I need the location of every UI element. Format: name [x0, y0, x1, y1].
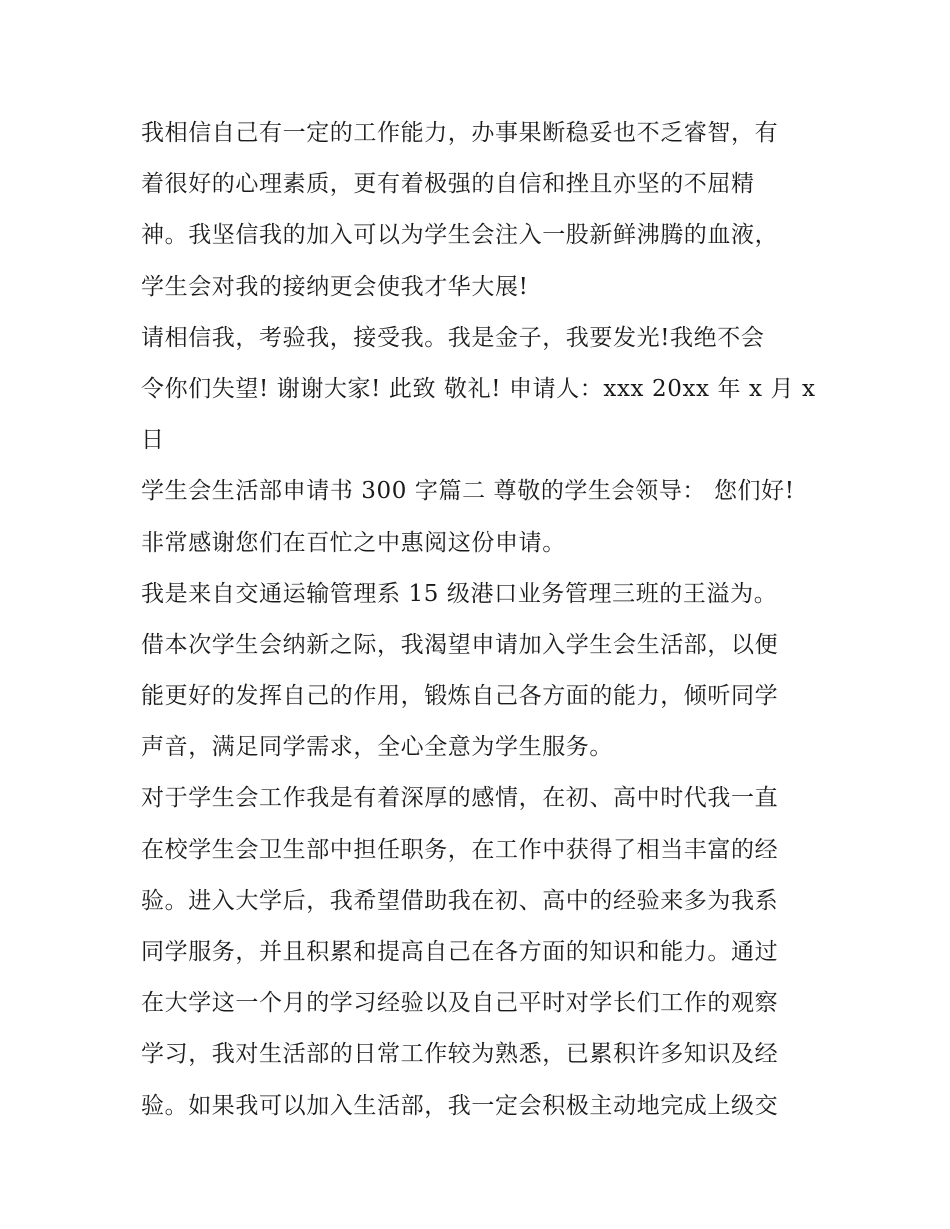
document-body	[141, 108, 816, 1132]
text-line: 声音，满足同学需求，全心全意为学生服务。	[141, 734, 613, 761]
text-line: 神。我坚信我的加入可以为学生会注入一股新鲜沸腾的血液，	[141, 222, 779, 249]
text-line: 着很好的心理素质，更有着极强的自信和挫且亦坚的不屈精	[141, 171, 755, 198]
text-line: 在大学这一个月的学习经验以及自己平时对学长们工作的观察	[141, 990, 779, 1017]
text-line: 学生会对我的接纳更会使我才华大展!	[141, 273, 529, 300]
text-line: 我是来自交通运输管理系 15 级港口业务管理三班的王溢为。	[141, 580, 778, 607]
text-line: 在校学生会卫生部中担任职务，在工作中获得了相当丰富的经	[141, 836, 779, 863]
text-line: 学习，我对生活部的日常工作较为熟悉，已累积许多知识及经	[141, 1041, 779, 1068]
text-line: 对于学生会工作我是有着深厚的感情，在初、高中时代我一直	[141, 785, 779, 812]
text-line: 同学服务，并且积累和提高自己在各方面的知识和能力。通过	[141, 939, 779, 965]
text-line: 令你们失望! 谢谢大家! 此致 敬礼! 申请人：xxx 20xx 年 x 月 x	[141, 375, 816, 402]
text-line: 学生会生活部申请书 300 字篇二 尊敬的学生会领导： 您们好!	[141, 478, 795, 505]
text-line: 能更好的发挥自己的作用，锻炼自己各方面的能力，倾听同学	[141, 683, 779, 710]
text-line: 非常感谢您们在百忙之中惠阅这份申请。	[141, 529, 566, 556]
text-line: 日	[141, 427, 165, 454]
text-line: 借本次学生会纳新之际，我渴望申请加入学生会生活部，以便	[141, 631, 779, 658]
text-line: 我相信自己有一定的工作能力，办事果断稳妥也不乏睿智，有	[141, 120, 779, 146]
text-line: 验。进入大学后，我希望借助我在初、高中的经验来多为我系	[141, 887, 779, 914]
text-line: 验。如果我可以加入生活部，我一定会积极主动地完成上级交	[141, 1092, 779, 1119]
text-line: 请相信我，考验我，接受我。我是金子，我要发光!我绝不会	[141, 324, 765, 351]
